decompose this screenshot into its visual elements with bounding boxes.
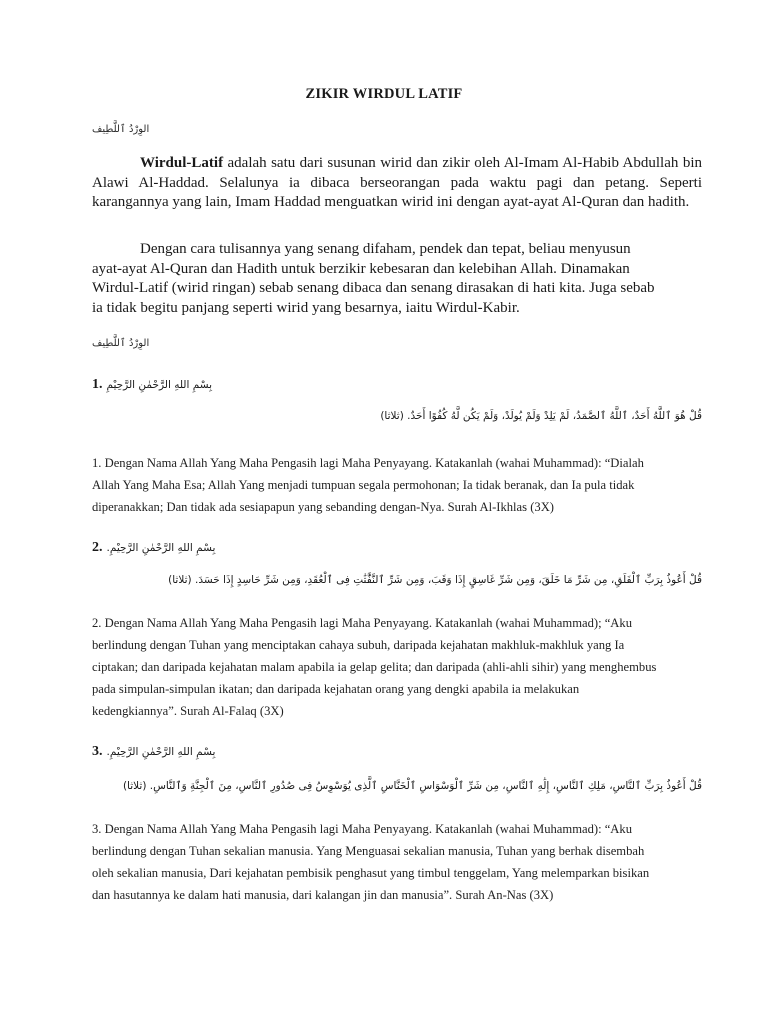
translation-line: berlindung dengan Tuhan yang menciptakan cahaya subuh, daripada kejahatan makhluk-makhluk yang Ia: [92, 638, 625, 652]
translation-line: dan hasutannya ke dalam hati manusia, dari kalangan jin dan manusia”. Surah An-Nas (3X): [92, 888, 554, 902]
section-2-verse: قُلْ أَعُوذُ بِرَبِّ ٱلْفَلَقِ، مِن شَرِّ مَا خَلَقَ، وَمِن شَرِّ غَاسِقٍ إِذَا وَقَبَ، وَمِن شَرِّ ٱلنَّفَّٰثَٰتِ فِى ٱلْعُقَدِ، وَمِن شَرِّ حَاسِدٍ إِذَا حَسَدَ. (ثلاثا): [168, 574, 702, 586]
intro-p2-line: ayat-ayat Al-Quran dan Hadith untuk berzikir kebesaran dan kelebihan Allah. Dinamakan: [92, 260, 630, 277]
section-2-translation: [92, 612, 702, 722]
section-1-translation: [92, 452, 702, 518]
translation-line: ciptakan; dan daripada kejahatan malam apabila ia gelap gelita; dan daripada (ahli-ahli sihir) yang menghembus: [92, 660, 657, 674]
intro-paragraph-1: [92, 154, 702, 213]
section-number: 2.: [92, 540, 103, 555]
translation-line: kedengkiannya”. Surah Al-Falaq (3X): [92, 704, 284, 718]
intro-bold-lead: Wirdul-Latif: [140, 155, 224, 171]
intro-p2-line: Dengan cara tulisannya yang senang difaham, pendek dan tepat, beliau menyusun: [140, 241, 631, 257]
translation-line: 1. Dengan Nama Allah Yang Maha Pengasih lagi Maha Penyayang. Katakanlah (wahai Muhammad): “Dialah: [92, 456, 644, 470]
section-3-verse: قُلْ أَعُوذُ بِرَبِّ ٱلنَّاسِ، مَلِكِ ٱلنَّاسِ، إِلَٰهِ ٱلنَّاسِ، مِن شَرِّ ٱلْوَسْوَاسِ ٱلْخَنَّاسِ ٱلَّذِى يُوَسْوِسُ فِى صُدُورِ ٱلنَّاسِ، مِنَ ٱلْجِنَّةِ وَٱلنَّاسِ. (ثلاثا): [122, 780, 702, 792]
arabic-heading-2: الوِرْدُ ٱللَّطِيف: [92, 338, 150, 349]
section-1-header: [92, 375, 212, 393]
intro-p1-text: adalah satu dari susunan wirid dan zikir oleh Al-Imam Al-Habib Abdullah bin Alawi Al-Haddad. Selalunya ia dibaca berseorangan pada waktu pagi dan petang. Seperti karangannya yang lain, Imam Haddad menguatkan wirid ini dengan ayat-ayat Al-Quran dan hadith.: [92, 155, 702, 210]
document-title: ZIKIR WIRDUL LATIF: [305, 86, 463, 102]
section-number: 3.: [92, 744, 103, 759]
section-3-header: [92, 742, 215, 760]
section-3-translation: [92, 818, 702, 906]
translation-line: 3. Dengan Nama Allah Yang Maha Pengasih lagi Maha Penyayang. Katakanlah (wahai Muhammad): “Aku: [92, 822, 632, 836]
bismillah: بِسْمِ اللهِ الرَّحْمٰنِ الرَّحِيْمِ: [106, 379, 213, 391]
translation-line: berlindung dengan Tuhan sekalian manusia. Yang Menguasai sekalian manusia, Tuhan yang berhak disembah: [92, 844, 645, 858]
intro-p2-line: Wirdul-Latif (wirid ringan) sebab senang dibaca dan senang dirasakan di hati kita. Juga sebab: [92, 280, 655, 296]
bismillah: بِسْمِ اللهِ الرَّحْمٰنِ الرَّحِيْمِ.: [106, 542, 216, 554]
intro-p2-line: ia tidak begitu panjang seperti wirid yang besarnya, iaitu Wirdul-Kabir.: [92, 299, 520, 316]
translation-line: Allah Yang Maha Esa; Allah Yang menjadi tumpuan segala permohonan; Ia tidak beranak, dan Ia pula tidak: [92, 478, 635, 492]
translation-line: diperanakkan; Dan tidak ada sesiapapun yang sebanding dengan-Nya. Surah Al-Ikhlas (3X): [92, 500, 554, 514]
translation-line: pada simpulan-simpulan ikatan; dan daripada kejahatan orang yang dengki apabila ia melakukan: [92, 682, 580, 696]
translation-line: oleh sekalian manusia, Dari kejahatan pembisik penghasut yang timbul tenggelam, Yang melemparkan bisikan: [92, 866, 650, 880]
intro-paragraph-2: [92, 240, 692, 318]
arabic-heading: الوِرْدُ ٱللَّطِيف: [92, 124, 150, 135]
section-1-verse: قُلْ هُوَ ٱللَّهُ أَحَدٌ، ٱللَّهُ ٱلصَّمَدُ، لَمْ يَلِدْ وَلَمْ يُولَدْ، وَلَمْ يَكُن لَّهُ كُفُوًا أَحَدٌ. (ثلاثا): [380, 410, 702, 422]
bismillah: بِسْمِ اللهِ الرَّحْمٰنِ الرَّحِيْمِ.: [106, 746, 216, 758]
translation-line: 2. Dengan Nama Allah Yang Maha Pengasih lagi Maha Penyayang. Katakanlah (wahai Muhammad); “Aku: [92, 616, 632, 630]
section-number: 1.: [92, 377, 103, 392]
section-2-header: [92, 538, 215, 556]
